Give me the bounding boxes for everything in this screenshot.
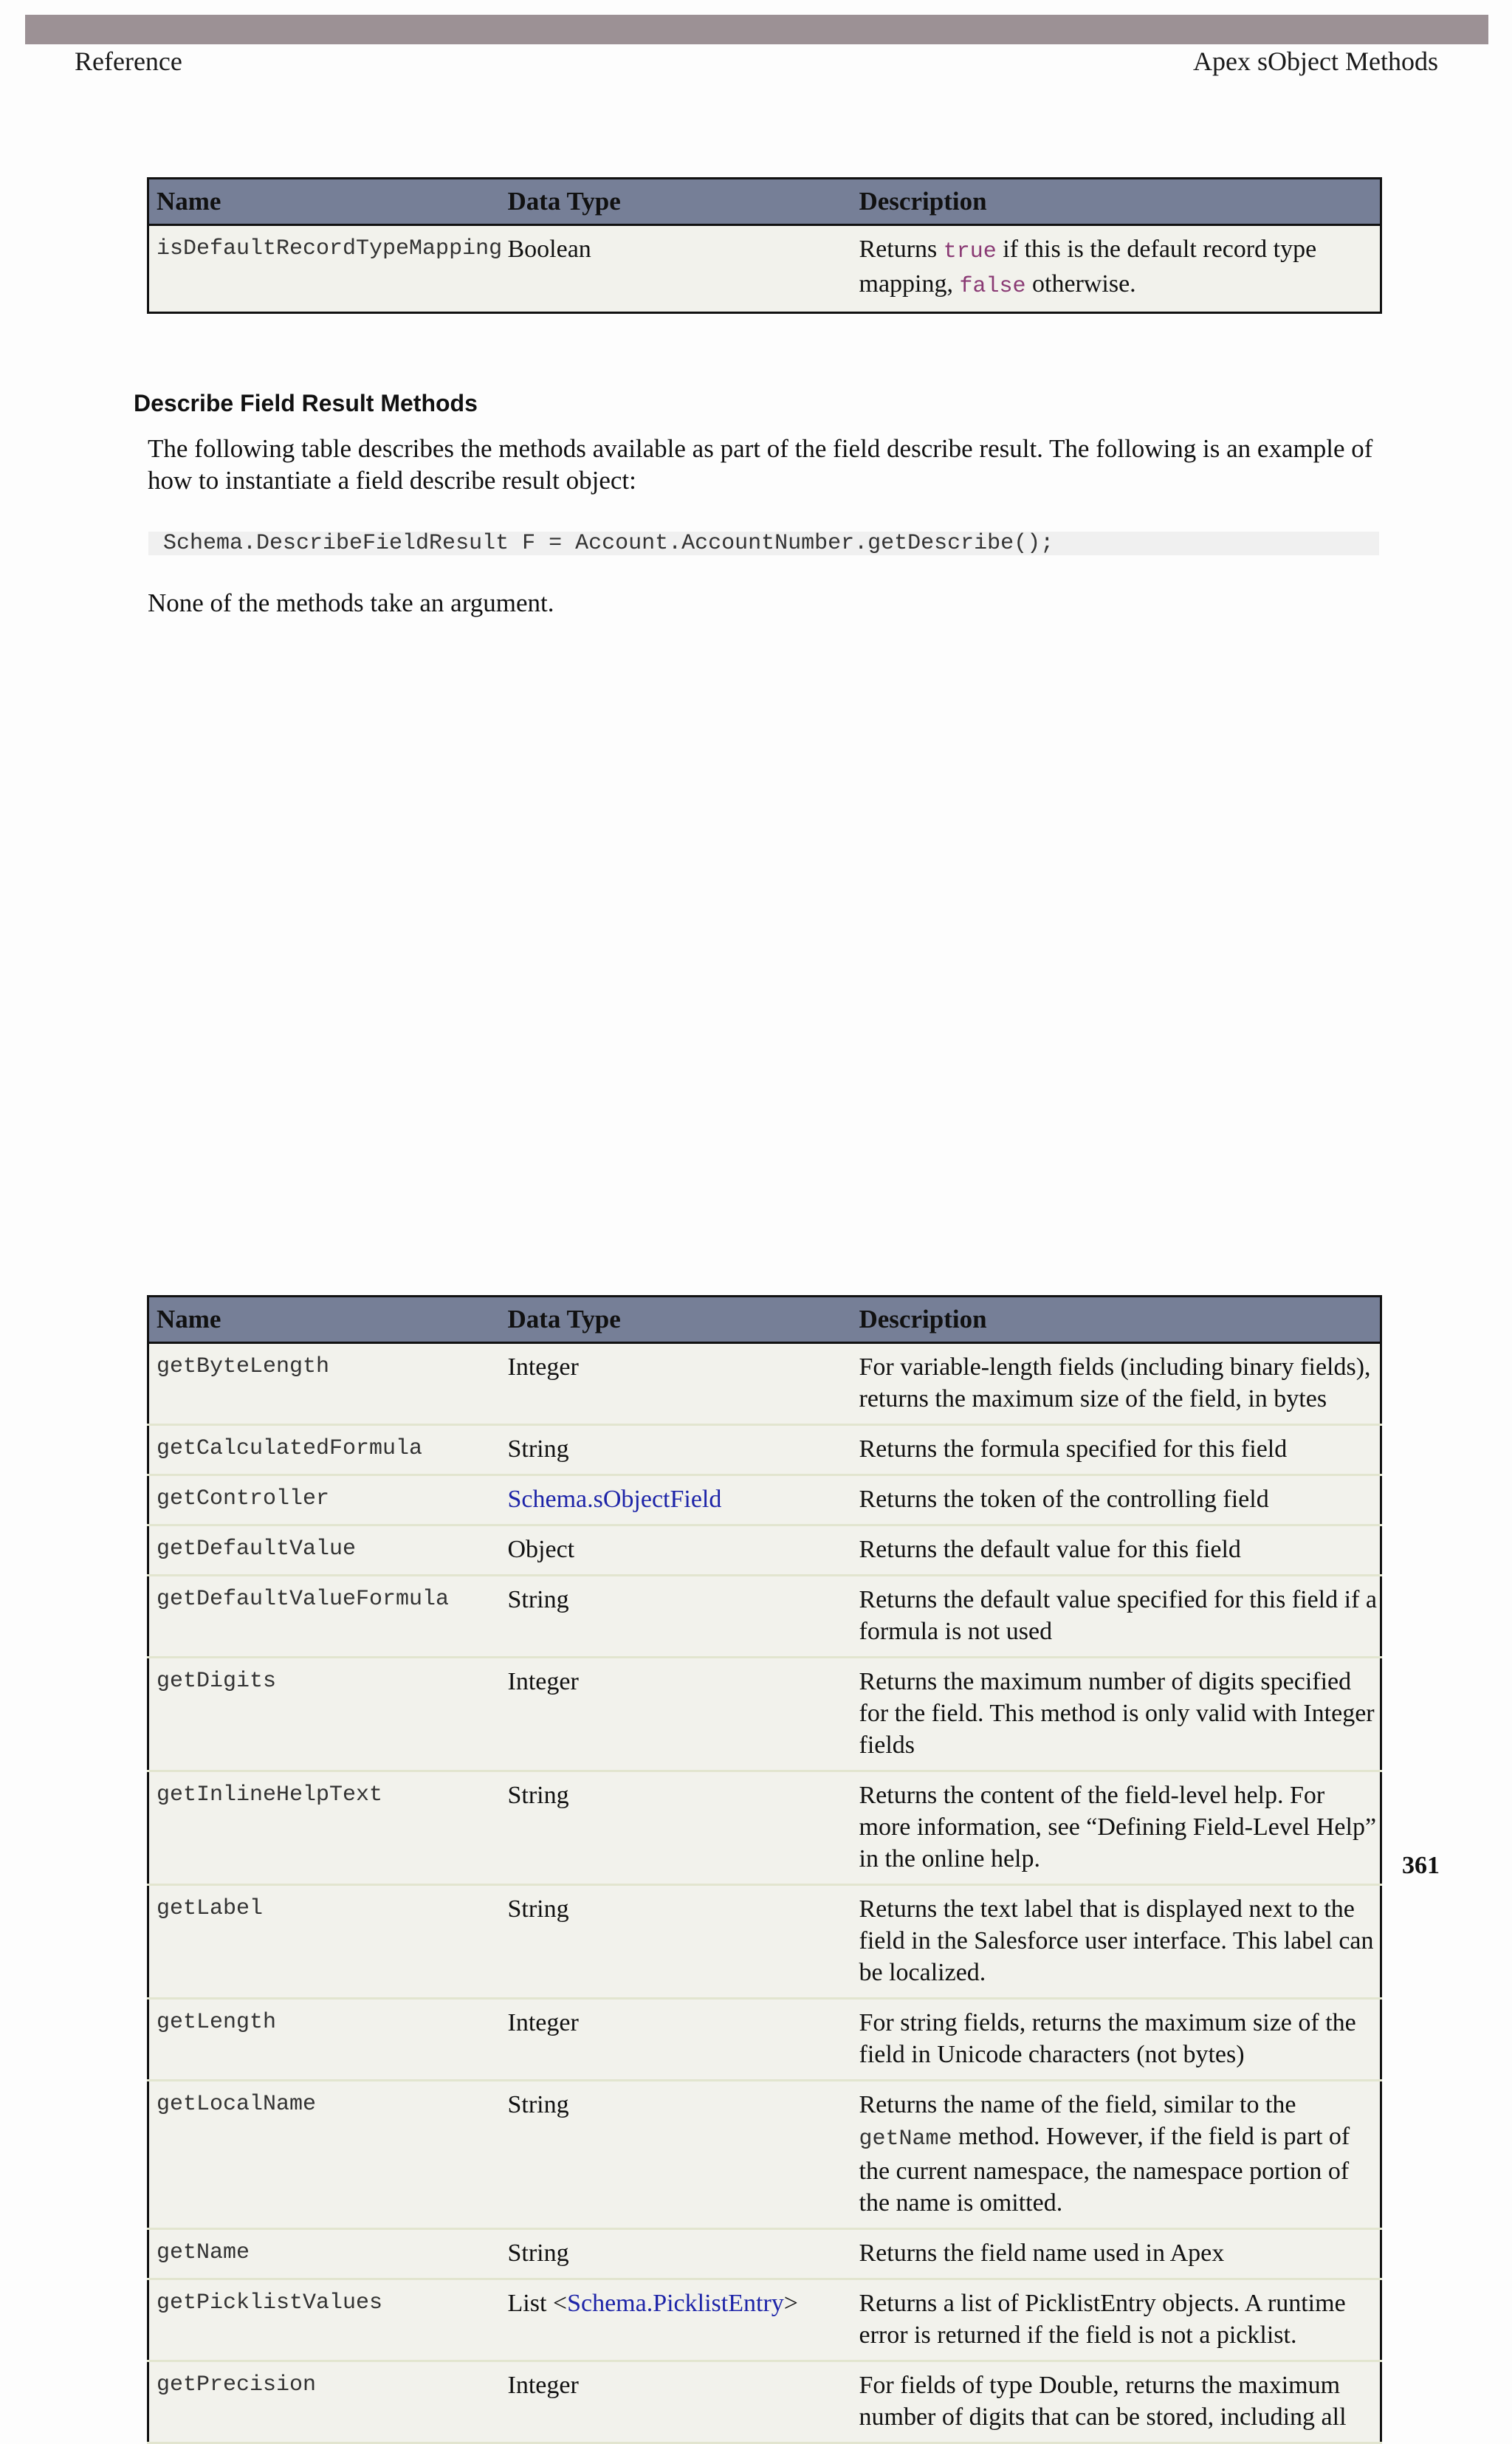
data-type: String (501, 1425, 852, 1475)
description: Returns the default value for this field (852, 1525, 1381, 1576)
section-title: Describe Field Result Methods (134, 390, 478, 416)
table-row (148, 1576, 1381, 1658)
method-name: getName (148, 2229, 501, 2279)
method-name: getController (148, 1475, 501, 1525)
table-row (148, 2279, 1381, 2361)
description: Returns the content of the field-level help. For more information, see “Defining Field-Level Help” in the online help. (852, 1771, 1381, 1885)
code-sample: Schema.DescribeFieldResult F = Account.AccountNumber.getDescribe(); (148, 532, 1379, 555)
data-type (501, 1475, 852, 1525)
keyword-true: true (943, 239, 997, 264)
keyword-false: false (959, 274, 1026, 299)
table-row (148, 1475, 1381, 1525)
data-type: String (501, 2229, 852, 2279)
page-number: 361 (1402, 1852, 1440, 1879)
data-type: String (501, 2081, 852, 2229)
description: For variable-length fields (including binary fields), returns the maximum size of the field, in bytes (852, 1343, 1381, 1425)
table-row (148, 1425, 1381, 1475)
method-name: getLength (148, 1999, 501, 2081)
description: Returns a list of PicklistEntry objects. A runtime error is returned if the field is not a picklist. (852, 2279, 1381, 2361)
data-type: Integer (501, 1343, 852, 1425)
description: Returns the formula specified for this field (852, 1425, 1381, 1475)
intro-paragraph: The following table describes the methods available as part of the field describe result. The following is an example of how to instantiate a field describe result object: (148, 434, 1373, 495)
description: Returns the token of the controlling field (852, 1475, 1381, 1525)
description: Returns the default value specified for this field if a formula is not used (852, 1576, 1381, 1658)
running-header-right: Apex sObject Methods (1193, 47, 1438, 76)
method-name: getLocalName (148, 2081, 501, 2229)
method-name: getDefaultValue (148, 1525, 501, 1576)
note-paragraph: None of the methods take an argument. (148, 588, 554, 617)
data-type: Integer (501, 2361, 852, 2443)
data-type: List <Schema.PicklistEntry> (501, 2279, 852, 2361)
description: Returns the maximum number of digits specified for the field. This method is only valid with Integer fields (852, 1658, 1381, 1771)
data-type: Boolean (501, 225, 852, 313)
type-link[interactable]: Schema.sObjectField (507, 1486, 722, 1513)
method-name: getDigits (148, 1658, 501, 1771)
table-header-row (148, 1297, 1381, 1343)
table-row (148, 1885, 1381, 1999)
method-name: getInlineHelpText (148, 1771, 501, 1885)
method-name: getPicklistValues (148, 2279, 501, 2361)
running-header-left: Reference (75, 47, 182, 76)
column-header-name: Name (148, 179, 501, 225)
data-type: Integer (501, 1658, 852, 1771)
type-link[interactable]: Schema.PicklistEntry (567, 2290, 784, 2317)
table-row (148, 225, 1381, 313)
table-row (148, 1999, 1381, 2081)
methods-table-container (145, 648, 1385, 2431)
method-name: getCalculatedFormula (148, 1425, 501, 1475)
description: For fields of type Double, returns the maximum number of digits that can be stored, including all (852, 2361, 1381, 2443)
table-row (148, 1525, 1381, 1576)
method-name: isDefaultRecordTypeMapping (148, 225, 501, 313)
record-type-table (147, 177, 1382, 314)
column-header-data-type: Data Type (501, 1297, 852, 1343)
method-name: getPrecision (148, 2361, 501, 2443)
running-header-bar (25, 15, 1488, 44)
method-name: getDefaultValueFormula (148, 1576, 501, 1658)
description: For string fields, returns the maximum size of the field in Unicode characters (not bytes) (852, 1999, 1381, 2081)
field-describe-methods-table (147, 1295, 1382, 2444)
column-header-data-type: Data Type (501, 179, 852, 225)
method-name: getByteLength (148, 1343, 501, 1425)
inline-code: getName (859, 2127, 952, 2152)
description: Returns the text label that is displayed next to the field in the Salesforce user interface. This label can be localized. (852, 1885, 1381, 1999)
table-row (148, 2361, 1381, 2443)
method-name: getLabel (148, 1885, 501, 1999)
description: Returns the name of the field, similar to the getName method. However, if the field is part of the current namespace, the namespace portion of the name is omitted. (852, 2081, 1381, 2229)
data-type: String (501, 1885, 852, 1999)
data-type: Integer (501, 1999, 852, 2081)
description: Returns the field name used in Apex (852, 2229, 1381, 2279)
data-type: String (501, 1576, 852, 1658)
table-row (148, 1771, 1381, 1885)
data-type: String (501, 1771, 852, 1885)
data-type: Object (501, 1525, 852, 1576)
table-row (148, 1343, 1381, 1425)
column-header-name: Name (148, 1297, 501, 1343)
table-header-row (148, 179, 1381, 225)
table-row (148, 2081, 1381, 2229)
column-header-description: Description (852, 1297, 1381, 1343)
description: Returns true if this is the default record type mapping, false otherwise. (852, 225, 1381, 313)
column-header-description: Description (852, 179, 1381, 225)
table-row (148, 2229, 1381, 2279)
table-row (148, 1658, 1381, 1771)
